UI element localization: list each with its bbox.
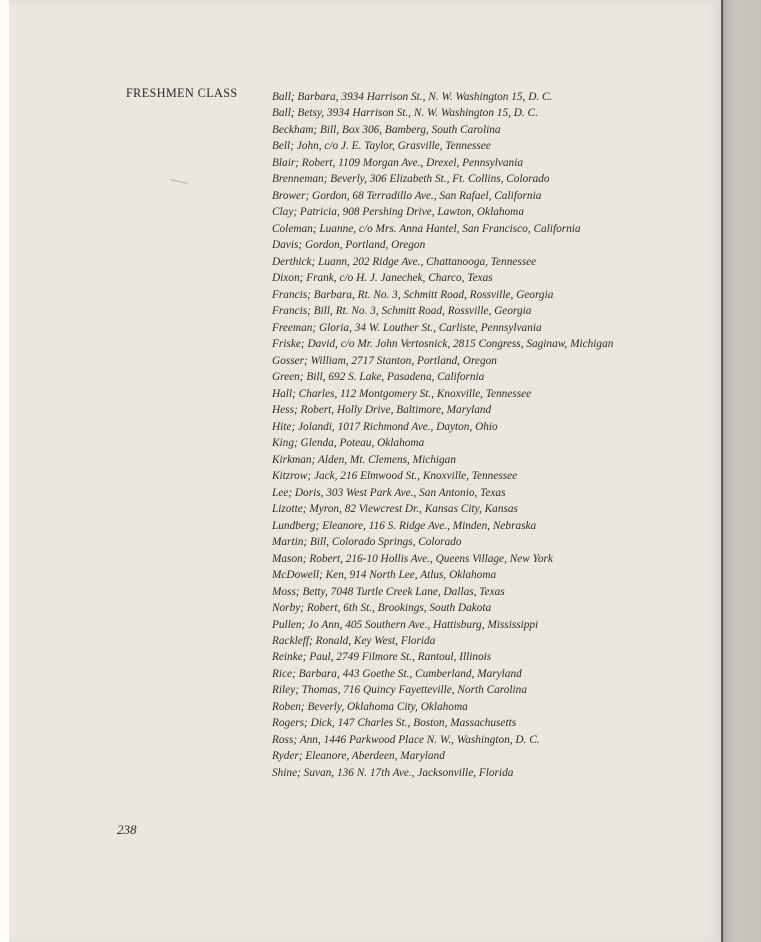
roster-entry: Beckham; Bill, Box 306, Bamberg, South Carolina xyxy=(272,123,501,136)
roster-entry: Riley; Thomas, 716 Quincy Fayetteville, North Carolina xyxy=(272,684,527,697)
roster-entry: Norby; Robert, 6th St., Brookings, South Dakota xyxy=(272,602,492,615)
roster-entry: Hall; Charles, 112 Montgomery St., Knoxville, Tennessee xyxy=(272,387,532,400)
roster-entry: Freeman; Gloria, 34 W. Louther St., Carliste, Pennsylvania xyxy=(272,321,542,334)
roster-entry: Shine; Suvan, 136 N. 17th Ave., Jacksonville, Florida xyxy=(272,766,514,779)
roster-entry: Blair; Robert, 1109 Morgan Ave., Drexel, Pennsylvania xyxy=(272,156,523,169)
page-number: 238 xyxy=(117,822,137,837)
roster-entry: Ball; Betsy, 3934 Harrison St., N. W. Washington 15, D. C. xyxy=(272,107,538,120)
roster-entry: Rackleff; Ronald, Key West, Florida xyxy=(272,634,436,647)
adjacent-page-edge xyxy=(721,0,761,942)
roster-entry: Gosser; William, 2717 Stanton, Portland, Oregon xyxy=(272,354,497,367)
page-gutter-shadow xyxy=(721,0,723,942)
section-heading: FRESHMEN CLASS xyxy=(126,86,238,100)
roster-entry: Moss; Betty, 7048 Turtle Creek Lane, Dallas, Texas xyxy=(272,585,505,598)
roster-entry: Brenneman; Beverly, 306 Elizabeth St., Ft. Collins, Colorado xyxy=(272,173,550,186)
roster-entry: Rogers; Dick, 147 Charles St., Boston, Massachusetts xyxy=(272,717,517,730)
scan-margin xyxy=(0,0,9,942)
roster-entry: Lizotte; Myron, 82 Viewcrest Dr., Kansas City, Kansas xyxy=(272,503,518,516)
roster-entry: Pullen; Jo Ann, 405 Southern Ave., Hattisburg, Mississippi xyxy=(272,618,539,631)
roster-entry: Mason; Robert, 216-10 Hollis Ave., Queens Village, New York xyxy=(272,552,553,565)
roster-entry: McDowell; Ken, 914 North Lee, Atlus, Oklahoma xyxy=(272,569,497,582)
roster-entry: Derthick; Luann, 202 Ridge Ave., Chattanooga, Tennessee xyxy=(272,255,537,268)
roster-entry: Roben; Beverly, Oklahoma City, Oklahoma xyxy=(272,700,468,713)
roster-entry: Friske; David, c/o Mr. John Vertosnick, 2815 Congress, Saginaw, Michigan xyxy=(272,338,614,351)
roster-entry: Brower; Gordon, 68 Terradillo Ave., San Rafael, California xyxy=(272,189,542,202)
roster-entry: Reinke; Paul, 2749 Filmore St., Rantoul, Illinois xyxy=(272,651,492,664)
roster-entry: King; Glenda, Poteau, Oklahoma xyxy=(272,437,425,450)
roster-entry: Ball; Barbara, 3934 Harrison St., N. W. Washington 15, D. C. xyxy=(272,91,553,103)
roster-entry: Francis; Barbara, Rt. No. 3, Schmitt Road, Rossville, Georgia xyxy=(272,288,554,301)
roster-entry: Davis; Gordon, Portland, Oregon xyxy=(272,239,426,252)
roster-entry: Green; Bill, 692 S. Lake, Pasadena, California xyxy=(272,371,485,384)
roster-entry: Clay; Patricia, 908 Pershing Drive, Lawton, Oklahoma xyxy=(272,206,524,219)
roster-entry: Kitzrow; Jack, 216 Elmwood St., Knoxville, Tennessee xyxy=(272,470,518,483)
roster-entry: Rice; Barbara, 443 Goethe St., Cumberland, Maryland xyxy=(272,667,522,680)
roster-entry: Martin; Bill, Colorado Springs, Colorado xyxy=(272,536,462,549)
student-roster-list xyxy=(272,89,613,781)
roster-entry: Bell; John, c/o J. E. Taylor, Grasville, Tennessee xyxy=(272,140,491,153)
roster-entry: Lee; Doris, 303 West Park Ave., San Antonio, Texas xyxy=(272,486,506,499)
roster-entry: Kirkman; Alden, Mt. Clemens, Michigan xyxy=(272,453,456,466)
roster-entry: Hite; Jolandi, 1017 Richmond Ave., Dayton, Ohio xyxy=(272,420,498,433)
roster-entry: Dixon; Frank, c/o H. J. Janechek, Charco, Texas xyxy=(272,272,493,285)
roster-entry: Hess; Robert, Holly Drive, Baltimore, Maryland xyxy=(272,404,492,417)
roster-entry: Lundberg; Eleanore, 116 S. Ridge Ave., Minden, Nebraska xyxy=(272,519,537,532)
roster-entry: Francis; Bill, Rt. No. 3, Schmitt Road, Rossville, Georgia xyxy=(272,305,532,318)
roster-entry: Ryder; Eleanore, Aberdeen, Maryland xyxy=(272,750,445,763)
roster-entry: Coleman; Luanne, c/o Mrs. Anna Hantel, San Francisco, California xyxy=(272,222,581,235)
roster-entry: Ross; Ann, 1446 Parkwood Place N. W., Washington, D. C. xyxy=(272,733,540,746)
